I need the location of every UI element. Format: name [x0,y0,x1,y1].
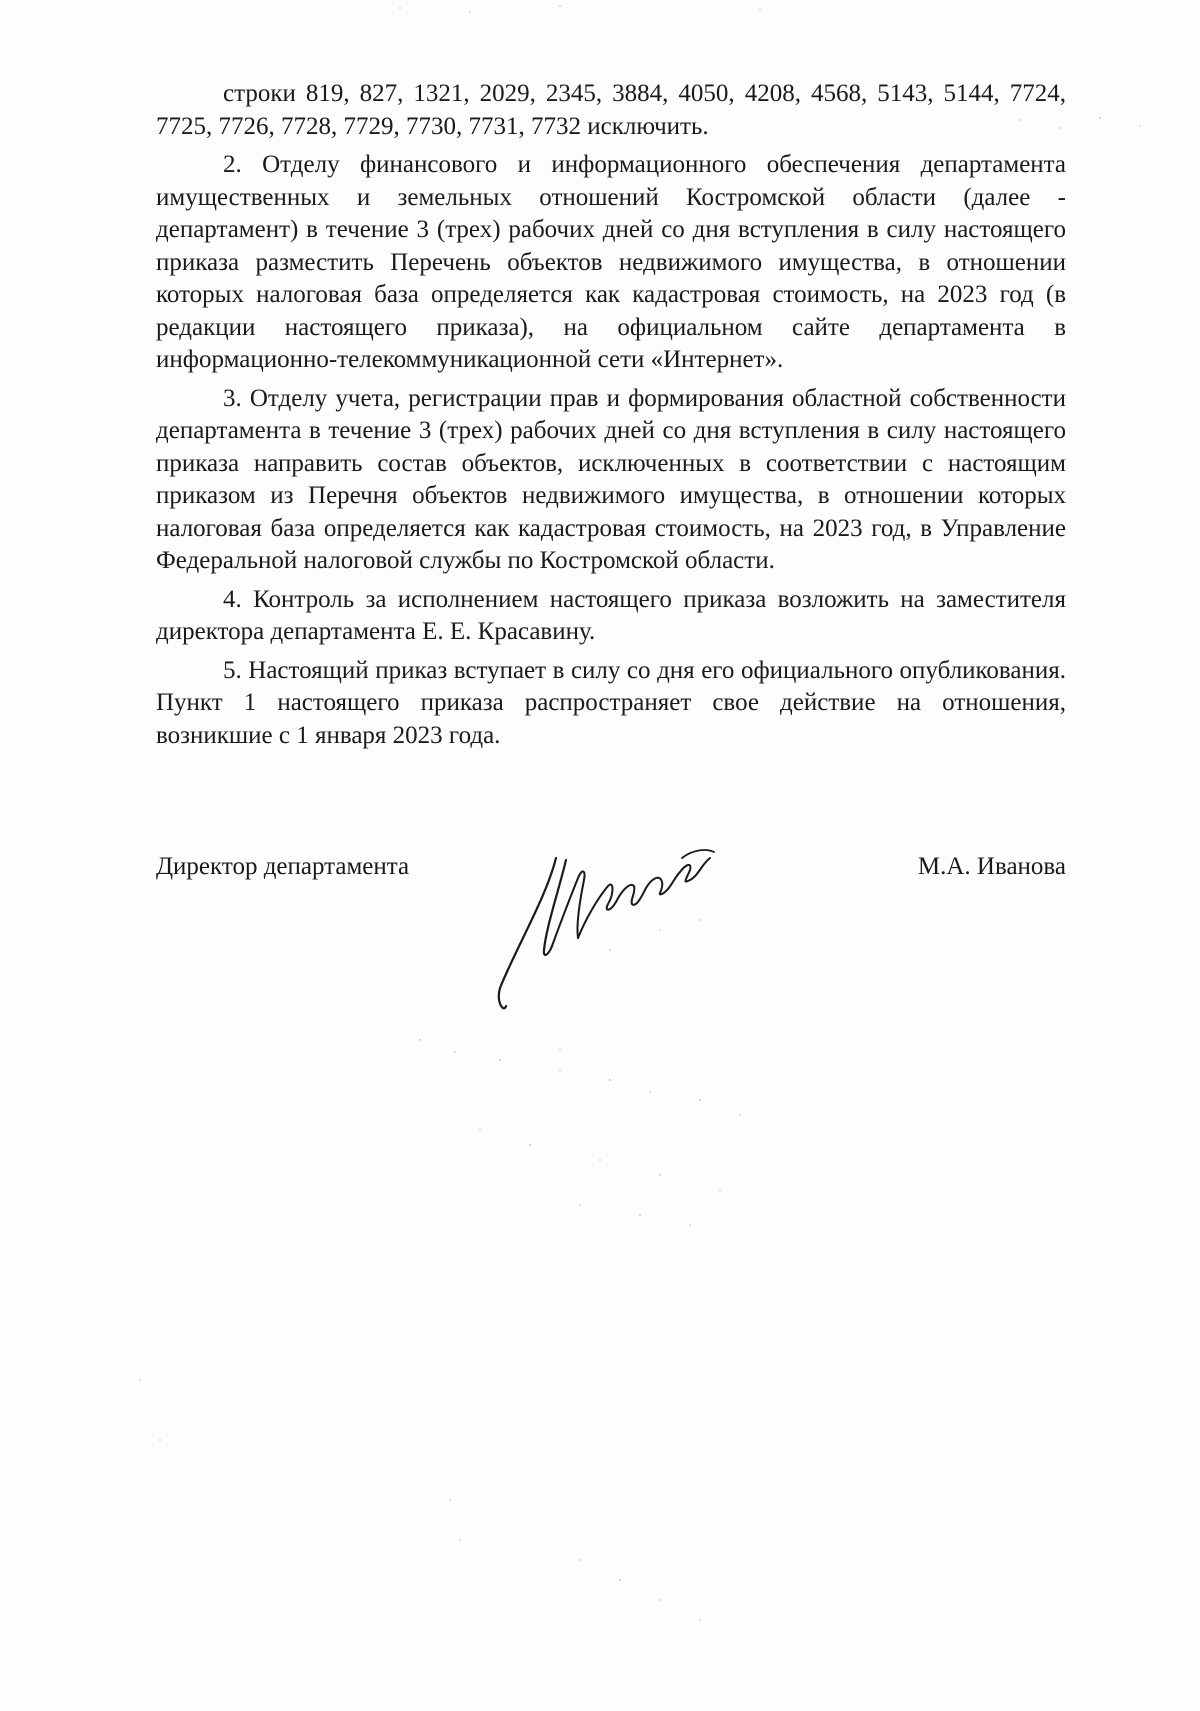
signatory-title: Директор департамента [156,853,410,880]
document-body [156,78,1066,758]
paragraph-5: 5. Настоящий приказ вступает в силу со дня его официального опубликования. Пункт 1 настоящего приказа распространяет свое действие на отношения, возникшие с 1 января 2023 года. [156,656,1066,749]
handwritten-signature [486,838,746,1018]
paragraph-2: 2. Отделу финансового и информационного обеспечения департамента имущественных и земельных отношений Костромской области (далее - департамент) в течение 3 (трех) рабочих дней со дня вступления в силу настоящего приказа разместить Перечень объектов недвижимого имущества, в отношении которых налоговая база определяется как кадастровая стоимость, на 2023 год (в редакции настоящего приказа), на официальном сайте департамента в информационно-телекоммуникационной сети «Интернет». [156,151,1066,373]
paragraph-4: 4. Контроль за исполнением настоящего приказа возложить на заместителя директора департамента Е. Е. Красавину. [156,585,1066,645]
paragraph-1-continuation: строки 819, 827, 1321, 2029, 2345, 3884, 4050, 4208, 4568, 5143, 5144, 7724, 7725, 7726, 7728, 7729, 7730, 7731, 7732 исключить. [156,80,1066,140]
paragraph-3: 3. Отделу учета, регистрации прав и формирования областной собственности департамента в течение 3 (трех) рабочих дней со дня вступления в силу настоящего приказа направить состав объектов, исключенных в соответствии с настоящим приказом из Перечня объектов недвижимого имущества, в отношении которых налоговая база определяется как кадастровая стоимость, на 2023 год, в Управление Федеральной налоговой службы по Костромской области. [156,384,1066,574]
signatory-name: М.А. Иванова [917,853,1066,880]
